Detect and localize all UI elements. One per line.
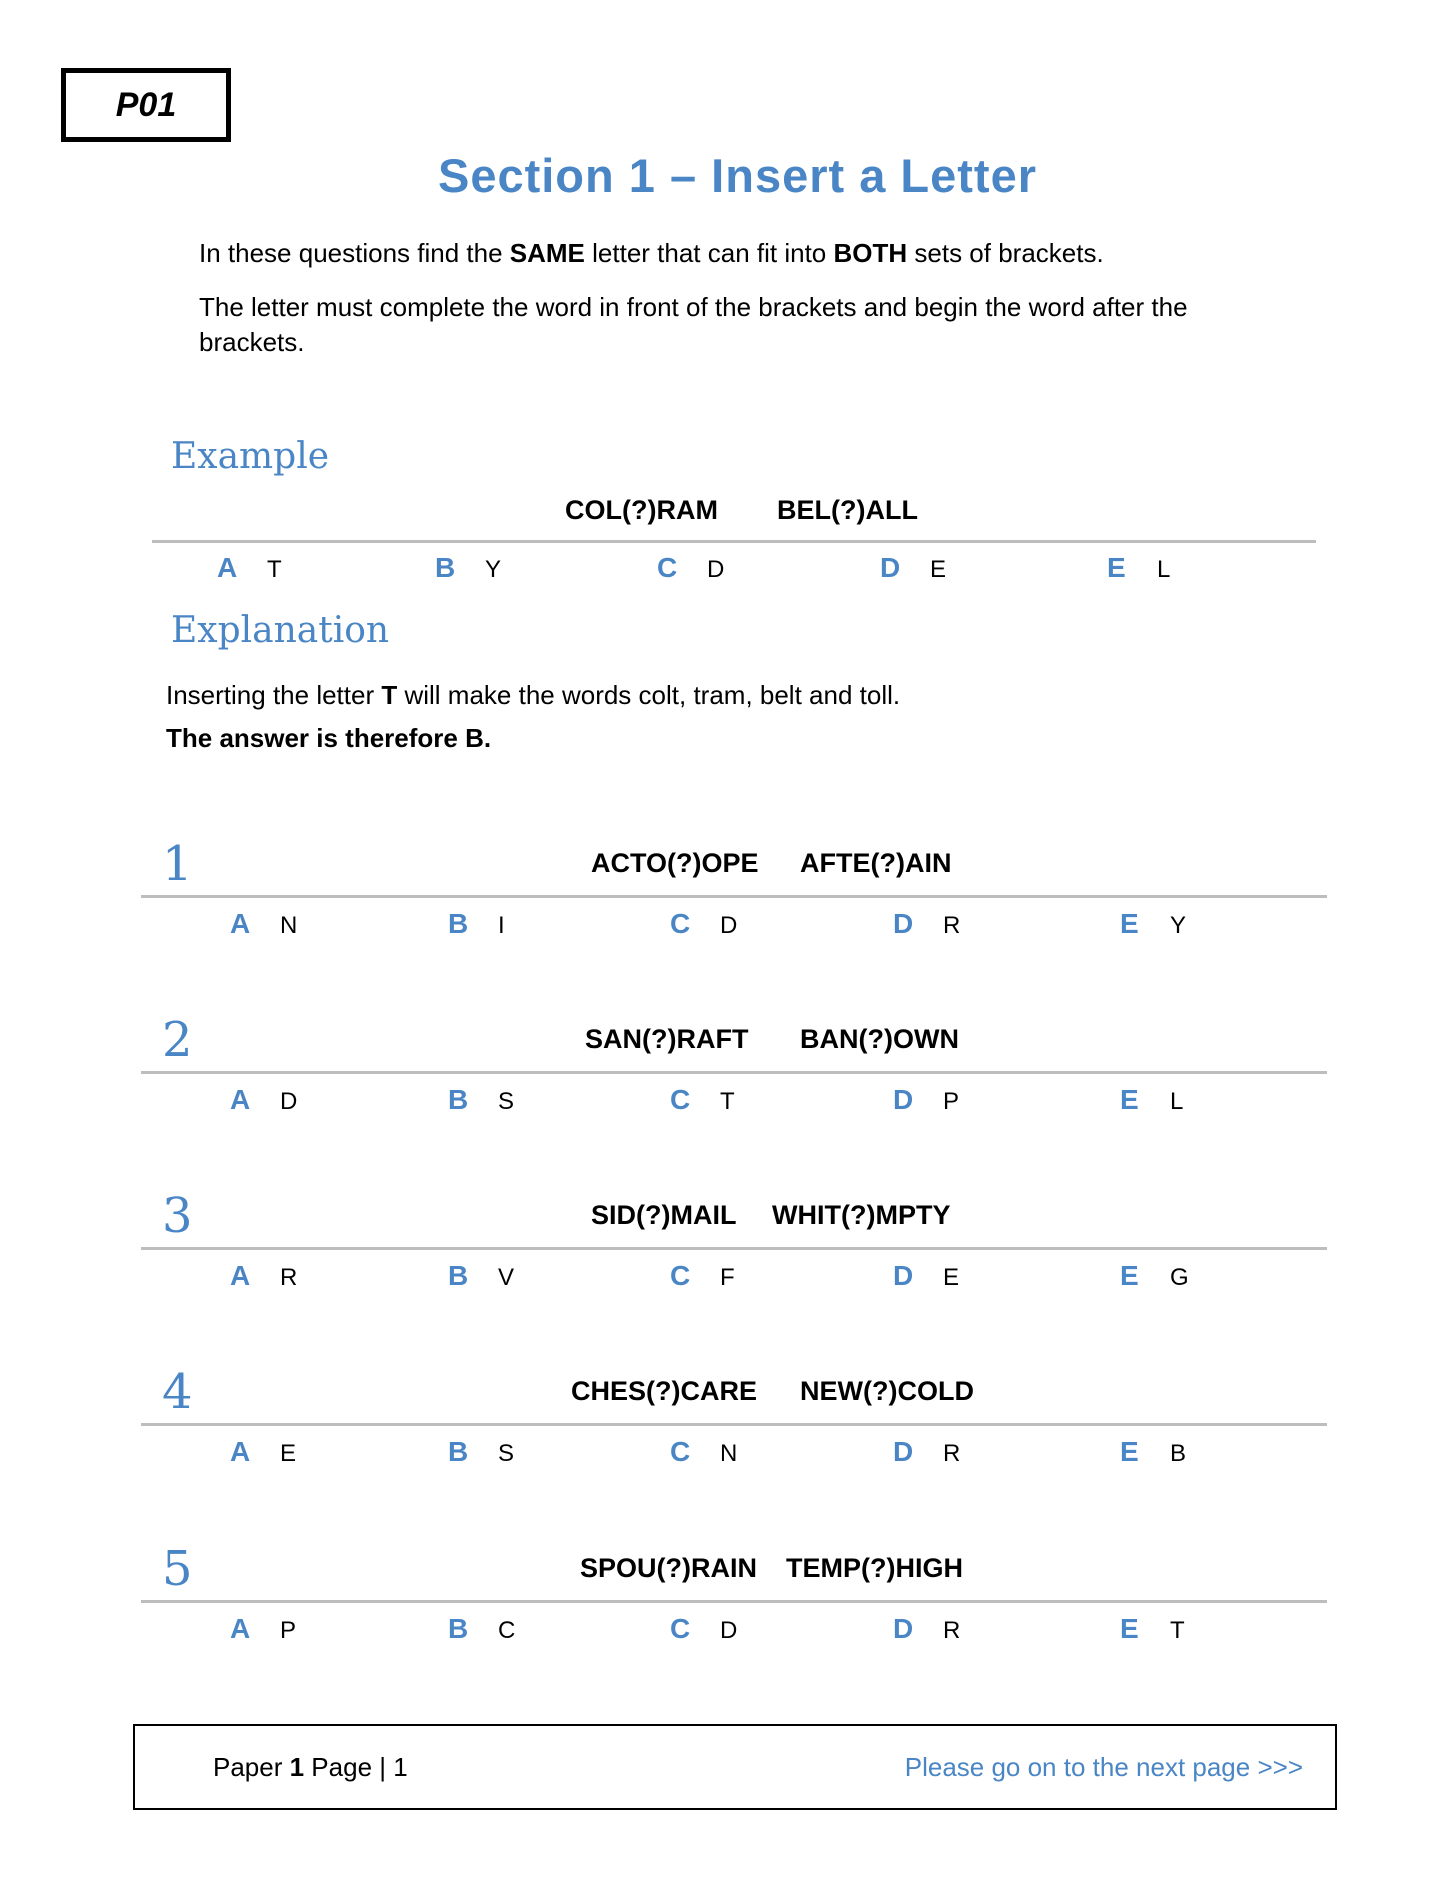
option-letter: E bbox=[1107, 552, 1126, 583]
answer-option[interactable] bbox=[230, 1613, 296, 1645]
option-letter: E bbox=[1120, 1436, 1139, 1467]
question-word-2: AFTE(?)AIN bbox=[800, 848, 952, 878]
option-value: R bbox=[280, 1264, 298, 1291]
option-value: L bbox=[1157, 556, 1171, 583]
answer-option[interactable] bbox=[1120, 1260, 1189, 1292]
answer-option[interactable] bbox=[880, 552, 946, 584]
answer-option[interactable] bbox=[670, 1260, 735, 1292]
example-divider bbox=[152, 540, 1316, 543]
explanation-heading: Explanation bbox=[171, 610, 390, 651]
answer-option[interactable] bbox=[1120, 1084, 1183, 1116]
option-value: E bbox=[280, 1440, 297, 1467]
answer-option[interactable] bbox=[448, 908, 505, 940]
option-letter: B bbox=[448, 908, 469, 939]
option-letter: B bbox=[448, 1260, 469, 1291]
option-letter: A bbox=[217, 552, 238, 583]
option-value: R bbox=[943, 912, 961, 939]
option-value: R bbox=[943, 1617, 961, 1644]
instruction-text: sets of brackets. bbox=[907, 238, 1104, 268]
answer-option[interactable] bbox=[448, 1084, 514, 1116]
option-letter: A bbox=[230, 1260, 251, 1291]
answer-option[interactable] bbox=[893, 1613, 960, 1645]
question-word-1: CHES(?)CARE bbox=[571, 1376, 757, 1406]
option-value: T bbox=[267, 556, 282, 583]
option-value: Y bbox=[485, 556, 502, 583]
option-value: S bbox=[498, 1440, 515, 1467]
question-word-1: SPOU(?)RAIN bbox=[580, 1553, 757, 1583]
option-letter: C bbox=[670, 1436, 691, 1467]
answer-option[interactable] bbox=[230, 908, 297, 940]
section-title: Section 1 – Insert a Letter bbox=[437, 149, 1038, 202]
answer-option[interactable] bbox=[670, 1084, 735, 1116]
question-word-1: SID(?)MAIL bbox=[591, 1200, 737, 1230]
question-divider bbox=[141, 1423, 1327, 1426]
option-letter: C bbox=[670, 908, 691, 939]
footer-paper-label: Paper bbox=[213, 1752, 290, 1782]
instruction-text: letter that can fit into bbox=[584, 238, 834, 268]
footer-paper-number: 1 bbox=[289, 1752, 305, 1782]
answer-option[interactable] bbox=[1120, 1436, 1186, 1468]
option-value: P bbox=[280, 1617, 297, 1644]
option-value: Y bbox=[1170, 912, 1187, 939]
example-heading: Example bbox=[171, 436, 330, 477]
question-divider bbox=[141, 895, 1327, 898]
paper-code: P01 bbox=[115, 85, 177, 124]
instruction-emphasis-same: SAME bbox=[509, 238, 585, 268]
option-letter: D bbox=[880, 552, 901, 583]
answer-option[interactable] bbox=[670, 1613, 737, 1645]
answer-option[interactable] bbox=[230, 1084, 297, 1116]
question-divider bbox=[141, 1247, 1327, 1250]
instruction-line-2: The letter must complete the word in front of the brackets and begin the word after the brackets. bbox=[199, 292, 1188, 357]
answer-option[interactable] bbox=[1107, 552, 1170, 584]
option-letter: E bbox=[1120, 1084, 1139, 1115]
option-letter: A bbox=[230, 1084, 251, 1115]
question-word-1: ACTO(?)OPE bbox=[591, 848, 759, 878]
answer-option[interactable] bbox=[217, 552, 282, 584]
question-number: 2 bbox=[162, 1012, 193, 1068]
answer-option[interactable] bbox=[448, 1613, 515, 1645]
option-letter: D bbox=[893, 1436, 914, 1467]
question-word-2: BAN(?)OWN bbox=[800, 1024, 959, 1054]
question-number: 3 bbox=[162, 1188, 193, 1244]
option-value: F bbox=[720, 1264, 735, 1291]
explanation-letter: T bbox=[381, 680, 398, 710]
answer-option[interactable] bbox=[657, 552, 724, 584]
option-value: B bbox=[1170, 1440, 1187, 1467]
question-number: 5 bbox=[162, 1541, 193, 1597]
option-letter: A bbox=[230, 1613, 251, 1644]
answer-option[interactable] bbox=[893, 1260, 959, 1292]
instruction-line-1 bbox=[199, 236, 1299, 271]
option-letter: E bbox=[1120, 908, 1139, 939]
option-value: L bbox=[1170, 1088, 1184, 1115]
answer-option[interactable] bbox=[448, 1436, 514, 1468]
answer-option[interactable] bbox=[1120, 1613, 1185, 1645]
question-number: 1 bbox=[162, 836, 193, 892]
footer-page-label: Page | bbox=[304, 1752, 394, 1782]
question-word-2: TEMP(?)HIGH bbox=[786, 1553, 963, 1583]
option-letter: C bbox=[657, 552, 678, 583]
answer-option[interactable] bbox=[1120, 908, 1186, 940]
paper-code-box bbox=[61, 68, 231, 142]
option-letter: C bbox=[670, 1260, 691, 1291]
option-value: T bbox=[720, 1088, 735, 1115]
option-value: I bbox=[498, 912, 505, 939]
instruction-emphasis-both: BOTH bbox=[833, 238, 908, 268]
option-letter: B bbox=[448, 1084, 469, 1115]
footer-paper-page bbox=[213, 1752, 408, 1783]
instruction-text: In these questions find the bbox=[199, 238, 510, 268]
option-value: S bbox=[498, 1088, 515, 1115]
option-value: D bbox=[707, 556, 725, 583]
option-value: D bbox=[720, 1617, 738, 1644]
option-value: D bbox=[720, 912, 738, 939]
example-word-1: COL(?)RAM bbox=[565, 495, 718, 525]
option-letter: A bbox=[230, 908, 251, 939]
answer-option[interactable] bbox=[230, 1260, 297, 1292]
example-word-2: BEL(?)ALL bbox=[777, 495, 918, 525]
option-letter: D bbox=[893, 1613, 914, 1644]
explanation-text bbox=[166, 680, 900, 711]
option-value: P bbox=[943, 1088, 960, 1115]
option-value: G bbox=[1170, 1264, 1189, 1291]
question-divider bbox=[141, 1071, 1327, 1074]
answer-option[interactable] bbox=[448, 1260, 514, 1292]
option-value: T bbox=[1170, 1617, 1185, 1644]
answer-option[interactable] bbox=[893, 1084, 959, 1116]
question-number: 4 bbox=[162, 1364, 193, 1420]
page-footer bbox=[133, 1724, 1337, 1810]
option-letter: D bbox=[893, 1084, 914, 1115]
option-letter: D bbox=[893, 1260, 914, 1291]
option-letter: B bbox=[448, 1613, 469, 1644]
question-word-2: WHIT(?)MPTY bbox=[772, 1200, 951, 1230]
option-value: D bbox=[280, 1088, 298, 1115]
answer-option[interactable] bbox=[435, 552, 501, 584]
option-letter: D bbox=[893, 908, 914, 939]
option-letter: C bbox=[670, 1613, 691, 1644]
option-value: V bbox=[498, 1264, 515, 1291]
answer-option[interactable] bbox=[893, 1436, 960, 1468]
question-word-1: SAN(?)RAFT bbox=[585, 1024, 749, 1054]
explanation-answer: The answer is therefore B. bbox=[166, 723, 492, 753]
option-letter: B bbox=[448, 1436, 469, 1467]
answer-option[interactable] bbox=[670, 908, 737, 940]
question-divider bbox=[141, 1600, 1327, 1603]
answer-option[interactable] bbox=[893, 908, 960, 940]
option-value: N bbox=[280, 912, 298, 939]
option-letter: E bbox=[1120, 1260, 1139, 1291]
option-letter: A bbox=[230, 1436, 251, 1467]
explanation-part: Inserting the letter bbox=[166, 680, 382, 710]
option-value: R bbox=[943, 1440, 961, 1467]
option-value: C bbox=[498, 1617, 516, 1644]
answer-option[interactable] bbox=[230, 1436, 296, 1468]
question-word-2: NEW(?)COLD bbox=[800, 1376, 974, 1406]
footer-page-number: 1 bbox=[393, 1752, 408, 1782]
next-page-link[interactable]: Please go on to the next page >>> bbox=[904, 1752, 1303, 1782]
option-value: E bbox=[930, 556, 947, 583]
option-value: E bbox=[943, 1264, 960, 1291]
option-letter: C bbox=[670, 1084, 691, 1115]
option-letter: E bbox=[1120, 1613, 1139, 1644]
answer-option[interactable] bbox=[670, 1436, 737, 1468]
option-letter: B bbox=[435, 552, 456, 583]
explanation-part: will make the words colt, tram, belt and toll. bbox=[397, 680, 901, 710]
option-value: N bbox=[720, 1440, 738, 1467]
